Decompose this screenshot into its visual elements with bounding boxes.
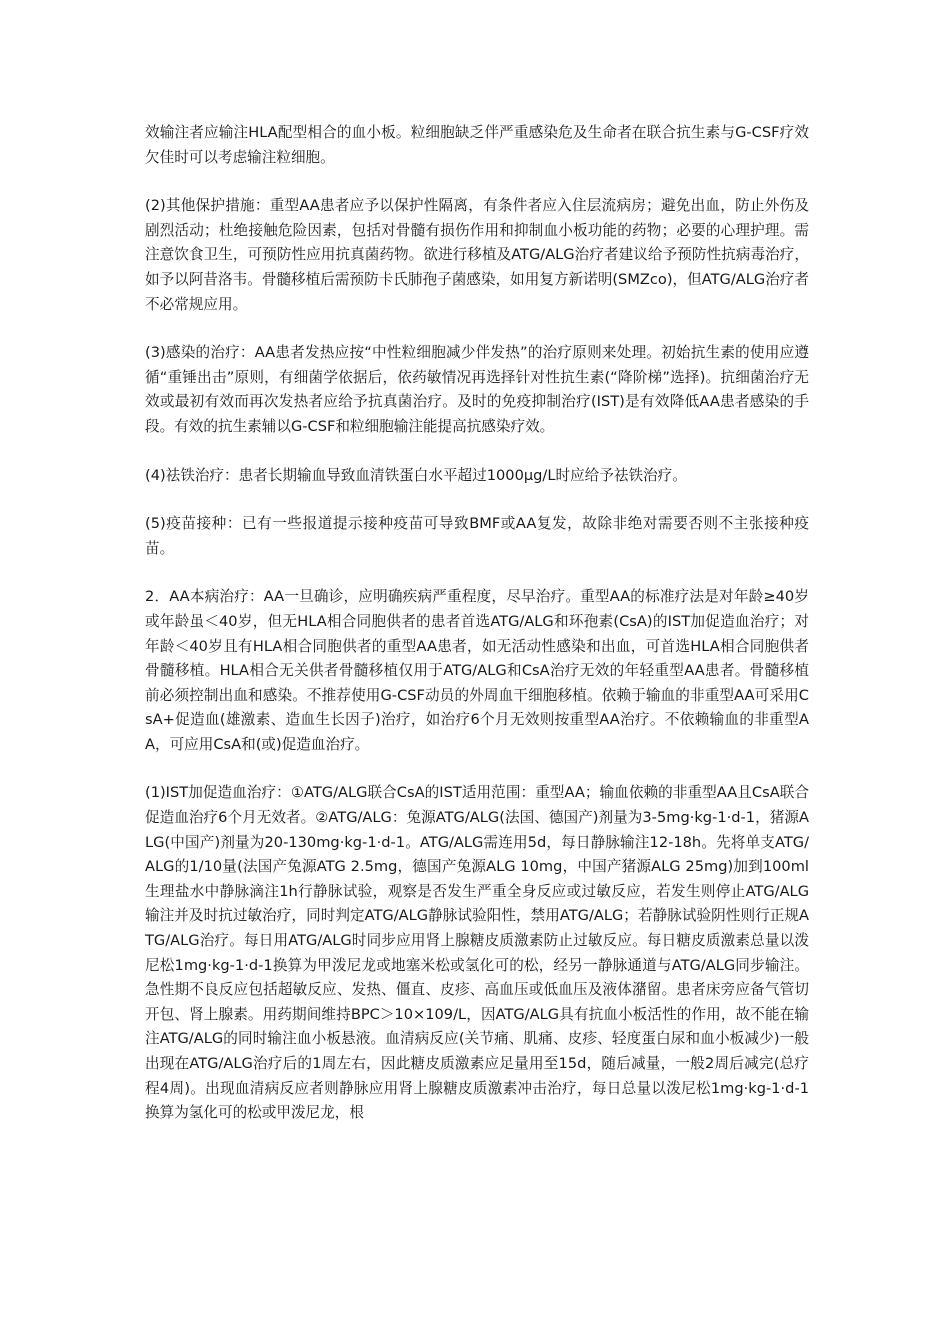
document-page	[145, 121, 809, 1150]
paragraph-infection-treatment: (3)感染的治疗：AA患者发热应按“中性粒细胞减少伴发热”的治疗原则来处理。初始抗生素的使用应遵循“重锤出击”原则，有细菌学依据后，依药敏情况再选择针对性抗生素(“降阶梯”选择)。抗细菌治疗无效或最初有效而再次发热者应给予抗真菌治疗。及时的免疫抑制治疗(IST)是有效降低AA患者感染的手段。有效的抗生素辅以G-CSF和粒细胞输注能提高抗感染疗效。	[145, 344, 809, 435]
paragraph-aa-disease-treatment: 2．AA本病治疗：AA一旦确诊，应明确疾病严重程度，尽早治疗。重型AA的标准疗法是对年龄≥40岁或年龄虽＜40岁，但无HLA相合同胞供者的患者首选ATG/ALG和环孢素(CsA)的IST加促造血治疗；对年龄＜40岁且有HLA相合同胞供者的重型AA患者，如无活动性感染和出血，可首选HLA相合同胞供者骨髓移植。HLA相合无关供者骨髓移植仅用于ATG/ALG和CsA治疗无效的年轻重型AA患者。骨髓移植前必须控制出血和感染。不推荐使用G-CSF动员的外周血干细胞移植。依赖于输血的非重型AA可采用CsA+促造血(雄激素、造血生长因子)治疗，如治疗6个月无效则按重型AA治疗。不依赖输血的非重型AA，可应用CsA和(或)促造血治疗。	[145, 588, 809, 753]
paragraph-other-protective-measures: (2)其他保护措施：重型AA患者应予以保护性隔离，有条件者应入住层流病房；避免出血，防止外伤及剧烈活动；杜绝接触危险因素，包括对骨髓有损伤作用和抑制血小板功能的药物；必要的心理护理。需注意饮食卫生，可预防性应用抗真菌药物。欲进行移植及ATG/ALG治疗者建议给予预防性抗病毒治疗，如予以阿昔洛韦。骨髓移植后需预防卡氏肺孢子菌感染，如用复方新诺明(SMZco)，但ATG/ALG治疗者不必常规应用。	[145, 197, 809, 313]
paragraph-vaccination: (5)疫苗接种：已有一些报道提示接种疫苗可导致BMF或AA复发，故除非绝对需要否则不主张接种疫苗。	[145, 515, 809, 557]
paragraph-iron-chelation: (4)祛铁治疗：患者长期输血导致血清铁蛋白水平超过1000μg/L时应给予祛铁治疗。	[145, 466, 687, 484]
paragraph-platelet-granulocyte-transfusion: 效输注者应输注HLA配型相合的血小板。粒细胞缺乏伴严重感染危及生命者在联合抗生素与G-CSF疗效欠佳时可以考虑输注粒细胞。	[145, 124, 809, 166]
paragraph-ist-treatment: (1)IST加促造血治疗：①ATG/ALG联合CsA的IST适用范围：重型AA；输血依赖的非重型AA且CsA联合促造血治疗6个月无效者。②ATG/ALG：兔源ATG/ALG(法国、德国产)剂量为3-5mg·kg-1·d-1，猪源ALG(中国产)剂量为20-130mg·kg-1·d-1。ATG/ALG需连用5d，每日静脉输注12-18h。先将单支ATG/ALG的1/10量(法国产兔源ATG 2.5mg，德国产兔源ALG 10mg，中国产猪源ALG 25mg)加到100ml生理盐水中静脉滴注1h行静脉试验，观察是否发生严重全身反应或过敏反应，若发生则停止ATG/ALG输注并及时抗过敏治疗，同时判定ATG/ALG静脉试验阳性，禁用ATG/ALG；若静脉试验阴性则行正规ATG/ALG治疗。每日用ATG/ALG时同步应用肾上腺糖皮质激素防止过敏反应。每日糖皮质激素总量以泼尼松1mg·kg-1·d-1换算为甲泼尼龙或地塞米松或氢化可的松，经另一静脉通道与ATG/ALG同步输注。急性期不良反应包括超敏反应、发热、僵直、皮疹、高血压或低血压及液体潴留。患者床旁应备气管切开包、肾上腺素。用药期间维持BPC＞10×109/L，因ATG/ALG具有抗血小板活性的作用，故不能在输注ATG/ALG的同时输注血小板悬液。血清病反应(关节痛、肌痛、皮疹、轻度蛋白尿和血小板减少)一般出现在ATG/ALG治疗后的1周左右，因此糖皮质激素应足量用至15d，随后减量，一般2周后减完(总疗程4周)。出现血清病反应者则静脉应用肾上腺糖皮质激素冲击治疗，每日总量以泼尼松1mg·kg-1·d-1换算为氢化可的松或甲泼尼龙，根	[145, 784, 809, 1122]
